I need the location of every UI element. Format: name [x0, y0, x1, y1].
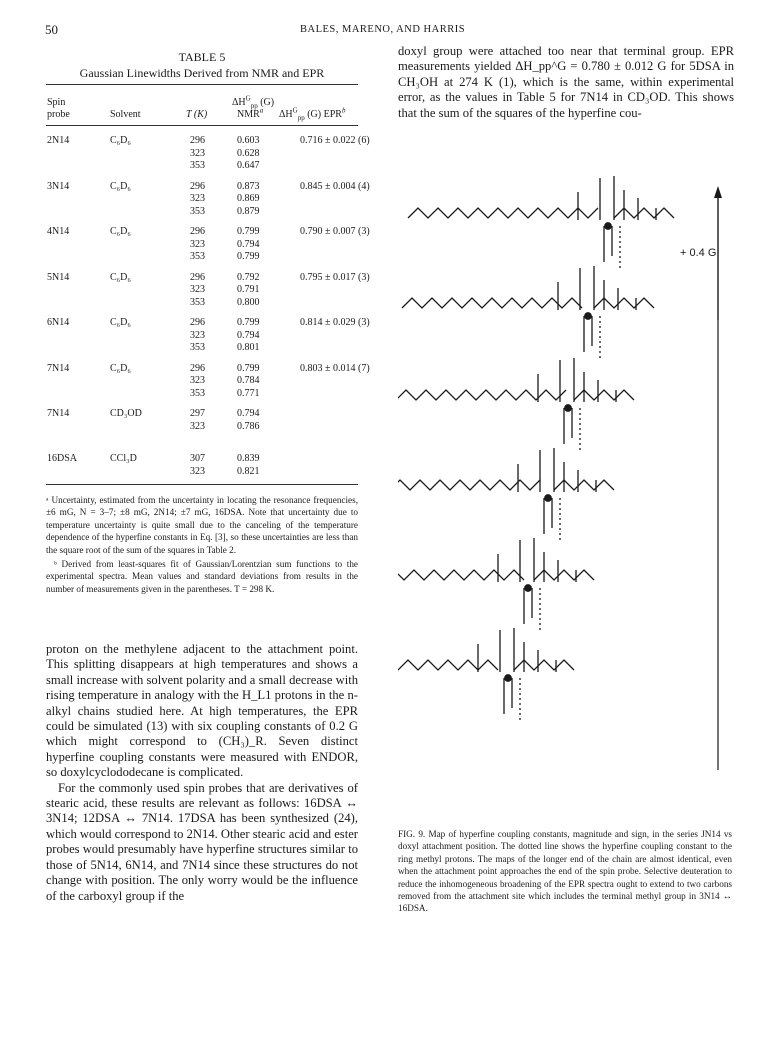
table-cell-probe: 5N14	[47, 271, 70, 283]
doxyl-attachment-dot	[585, 313, 591, 319]
table-cell-nmr: 0.628	[237, 147, 260, 159]
col-temperature: T (K)	[186, 109, 208, 120]
table-cell-temperature: 323	[190, 375, 205, 386]
table-cell-probe: 16DSA	[47, 453, 78, 464]
table-cell-nmr: 0.647	[237, 160, 260, 171]
table-cell-solvent: C₆D₆	[110, 271, 131, 283]
table-cell-temperature: 323	[190, 147, 205, 159]
table-cell-epr: 0.795 ± 0.017 (3)	[300, 271, 370, 283]
table-cell-temperature: 297	[190, 408, 205, 419]
figure-caption: FIG. 9. Map of hyperfine coupling constants, magnitude and sign, in the series JN14 vs doxyl attachment position. The dotted line shows the hyperfine coupling constant to the ring methyl protons. The maps of the longer end of the chain are almost identical, even when the attachment point approaches the end of the spin probe. Selective deuteration to reduce the inhomogeneous broadening of the EPR spectra ought to extend to two carbons removed from the attachment site which includes the terminal methyl group in 3N14 ↔ 16DSA.	[398, 829, 732, 914]
table-cell-epr: 0.790 ± 0.007 (3)	[300, 226, 370, 237]
table-cell-nmr: 0.800	[237, 296, 260, 308]
table-cell-temperature: 353	[190, 387, 205, 399]
table-cell-nmr: 0.784	[237, 375, 260, 386]
table-cell-nmr: 0.603	[237, 135, 260, 146]
table-cell-nmr: 0.801	[237, 342, 260, 353]
table-cell-epr: 0.803 ± 0.014 (7)	[300, 362, 370, 374]
table-cell-temperature: 353	[190, 205, 205, 217]
doxyl-attachment-dot	[565, 405, 571, 411]
doxyl-attachment-dot	[525, 585, 531, 591]
table-cell-temperature: 353	[190, 251, 205, 262]
col-spin-1: Spin	[47, 97, 66, 108]
table-cell-temperature: 307	[190, 453, 205, 464]
table-cell-temperature: 296	[190, 271, 205, 283]
col-epr-header: $\Delta H^G_{pp}$ (G) EPR$^b$	[279, 106, 346, 122]
doxyl-attachment-dot	[505, 675, 511, 681]
table-cell-temperature: 296	[190, 362, 205, 374]
table-cell-nmr: 0.799	[237, 317, 260, 328]
table-cell-solvent: C₆D₆	[110, 362, 131, 374]
doxyl-attachment-dot	[605, 223, 611, 229]
scale-arrowhead-icon	[714, 186, 722, 198]
table-cell-solvent: CD₃OD	[110, 408, 142, 419]
scale-label: + 0.4 G	[680, 247, 717, 259]
col-solvent: Solvent	[110, 109, 141, 120]
table-footnotes	[46, 494, 358, 595]
table-cell-temperature: 296	[190, 180, 205, 192]
table-cell-temperature: 323	[190, 193, 205, 204]
running-head: BALES, MARENO, AND HARRIS	[300, 24, 466, 35]
table-top-rule	[46, 84, 358, 85]
table-cell-solvent: C₆D₆	[110, 135, 131, 146]
table-cell-probe: 2N14	[47, 135, 70, 146]
left-paragraph-1: proton on the methylene adjacent to the attachment point. This splitting disappears at high temperatures and shows a small increase with solvent polarity and a small decrease with rising temperature in analogy with the H_L1 protons in the n-alkyl chains studied here. At high temperatures, the EPR could be simulated (13) with six coupling constants of 0.2 G which might correspond to (CH₃)_R. Seven distinct hyperfine coupling constants were measured with ENDOR, so doxylcyclododecane is complicated.	[46, 642, 358, 780]
table-cell-nmr: 0.792	[237, 271, 260, 283]
table-cell-solvent: C₆D₆	[110, 317, 131, 328]
table-cell-temperature: 323	[190, 465, 205, 477]
table-cell-temperature: 353	[190, 342, 205, 353]
table-bottom-rule	[46, 484, 358, 485]
left-paragraph-2: For the commonly used spin probes that are derivatives of stearic acid, these results are relevant as follows: 16DSA ↔ 3N14; 12DSA ↔ 7N14. 17DSA has been synthesized (24), which would correspond to 2N14. Other stearic acid and ester probes would presumably have hyperfine structures similar to those of 5N14, 6N14, and 7N14 since these structures do not change with position. The only worry would be the influence of the carboxyl group if the	[46, 780, 358, 903]
table-cell-nmr: 0.799	[237, 251, 260, 262]
right-body-text	[398, 44, 734, 121]
table-cell-nmr: 0.791	[237, 284, 260, 295]
doxyl-attachment-dot	[545, 495, 551, 501]
alkyl-chain-zigzag	[398, 660, 574, 670]
table-cell-nmr: 0.873	[237, 180, 260, 192]
table-cell-nmr: 0.794	[237, 408, 260, 419]
alkyl-chain-zigzag	[408, 208, 674, 218]
table-cell-probe: 6N14	[47, 317, 70, 328]
table-cell-epr: 0.845 ± 0.004 (4)	[300, 180, 370, 192]
table-cell-solvent: C₆D₆	[110, 226, 131, 237]
table-cell-probe: 4N14	[47, 226, 70, 237]
table-cell-probe: 3N14	[47, 180, 70, 192]
table-cell-nmr: 0.786	[237, 420, 260, 432]
table-title: Gaussian Linewidths Derived from NMR and EPR	[79, 66, 325, 80]
table-cell-nmr: 0.879	[237, 205, 260, 217]
table-cell-temperature: 353	[190, 160, 205, 171]
col-spin-2: probe	[47, 109, 70, 120]
page-number: 50	[45, 22, 58, 37]
table-cell-nmr: 0.839	[237, 453, 260, 464]
alkyl-chain-zigzag	[398, 480, 614, 490]
table-cell-temperature: 296	[190, 135, 205, 146]
table-cell-temperature: 296	[190, 226, 205, 237]
table-cell-nmr: 0.794	[237, 238, 260, 250]
footnote-b: ᵇ Derived from least-squares fit of Gaussian/Lorentzian sum functions to the experimental spectra. Mean values and standard deviations from results in the number of measurements given in the parentheses. T = 298 K.	[46, 559, 358, 594]
alkyl-chain-zigzag	[402, 298, 654, 308]
table-cell-temperature: 323	[190, 284, 205, 295]
table-cell-temperature: 323	[190, 238, 205, 250]
table-cell-nmr: 0.821	[237, 465, 260, 477]
left-body-text	[46, 642, 358, 904]
table-cell-temperature: 296	[190, 317, 205, 328]
table-header-rule	[46, 125, 358, 126]
col-nmr-header-1: $\Delta H^G_{pp}$ (G)	[232, 94, 275, 110]
footnote-a: ᵃ Uncertainty, estimated from the uncertainty in locating the resonance frequencies, ±6 mG, N = 3–7; ±8 mG, 2N14; ±7 mG, 16DSA. Note that uncertainty due to temperature uncertainty is quite small due to the canceling of the temperature dependence of the hyperfine constants in Eq. [3], so these uncertainties are less than the square root of the sum of the squares in Table 2.	[46, 495, 358, 555]
table-cell-epr: 0.814 ± 0.029 (3)	[300, 317, 370, 328]
table-cell-epr: 0.716 ± 0.022 (6)	[300, 135, 370, 146]
right-paragraph: doxyl group were attached too near that terminal group. EPR measurements yielded ΔH_pp^G = 0.780 ± 0.012 G for 5DSA in CH₃OH at 274 K (1), which is the same, within experimental error, as the values in Table 5 for 7N14 in CD₃OD. This shows that the sum of the squares of the hyperfine cou-	[398, 44, 734, 120]
table-cell-nmr: 0.771	[237, 387, 260, 399]
table-cell-temperature: 323	[190, 329, 205, 341]
table-label: TABLE 5	[178, 50, 226, 64]
table-cell-probe: 7N14	[47, 362, 70, 374]
figure-9-hyperfine-map	[398, 150, 728, 770]
table-cell-probe: 7N14	[47, 408, 70, 419]
table-cell-nmr: 0.869	[237, 193, 260, 204]
col-nmr-header-2: NMR$^a$	[237, 106, 264, 120]
table-cell-temperature: 323	[190, 420, 205, 432]
table-cell-nmr: 0.799	[237, 362, 260, 374]
table-cell-solvent: CCl₃D	[110, 453, 137, 464]
table-cell-nmr: 0.794	[237, 329, 260, 341]
table-cell-solvent: C₆D₆	[110, 180, 131, 192]
table-cell-temperature: 353	[190, 296, 205, 308]
table-cell-nmr: 0.799	[237, 226, 260, 237]
alkyl-chain-zigzag	[398, 570, 594, 580]
